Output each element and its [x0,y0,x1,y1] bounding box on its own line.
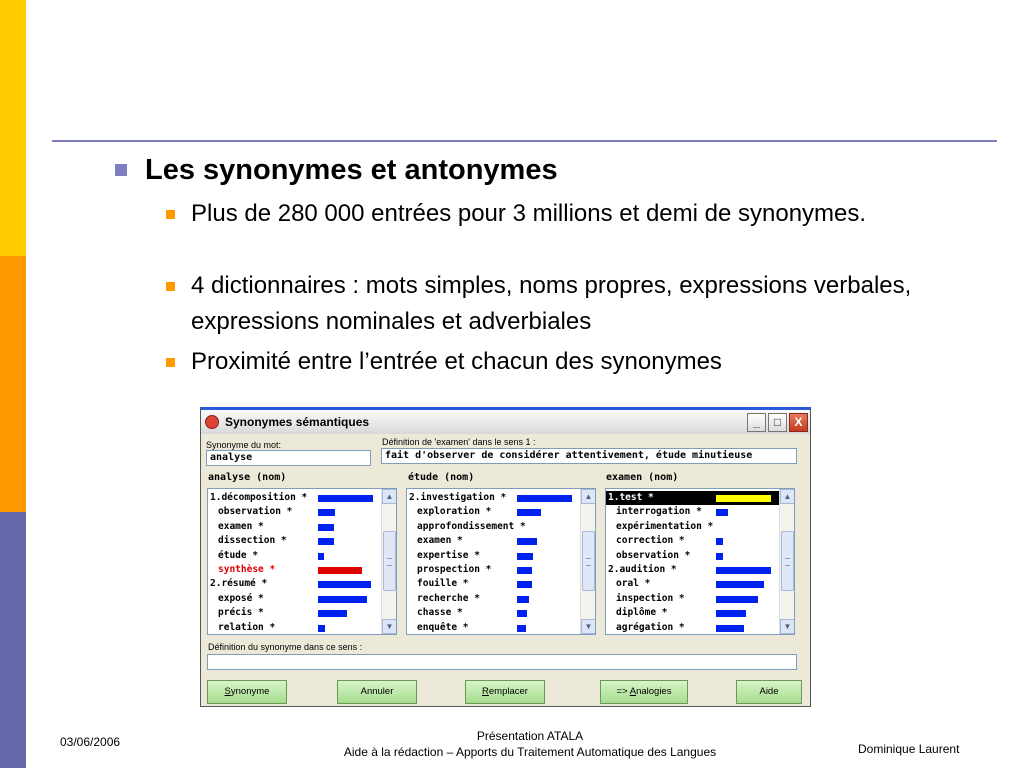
sub-bullet-text: 4 dictionnaires : mots simples, noms propres, expressions verbales, expressions nominales et adverbiales [191,272,912,335]
list-item-word: 1.décomposition * [210,492,308,503]
list-item[interactable] [208,621,381,635]
proximity-bar [318,610,347,617]
scroll-thumb[interactable] [383,531,396,591]
analogies-button[interactable]: => Analogies [600,680,688,704]
proximity-bar [517,567,532,574]
list-item[interactable] [208,520,381,534]
list-item[interactable] [208,505,381,519]
list-item[interactable] [606,621,779,635]
list-item[interactable] [606,520,779,534]
synonym-list-2[interactable] [406,488,596,635]
proximity-bar [517,581,532,588]
aide-button[interactable]: Aide [736,680,802,704]
sub-bullet-text: Proximité entre l’entrée et chacun des synonymes [191,348,722,375]
proximity-bar [517,538,537,545]
list-item[interactable] [606,592,779,606]
proximity-bar [716,596,758,603]
footer-author: Dominique Laurent [858,742,960,756]
scroll-thumb[interactable] [781,531,794,591]
main-bullet [115,154,558,187]
list-item[interactable] [407,549,580,563]
sub-bullet [166,344,951,380]
list-item[interactable] [407,577,580,591]
proximity-bar [318,567,362,574]
definition-label: Définition de 'examen' dans le sens 1 : [382,437,536,447]
proximity-bar [716,538,723,545]
synonym-input[interactable]: analyse [206,450,371,466]
synonym-label: Synonyme du mot: [206,440,282,450]
list-item-word: diplôme * [616,607,668,619]
list-item-word: enquête * [417,621,469,633]
list-item[interactable] [407,563,580,577]
scroll-up-icon[interactable]: ▲ [581,489,596,504]
list-item-word: 2.investigation * [409,492,507,503]
list-item[interactable] [208,577,381,591]
list-item-word: observation * [218,506,293,518]
list-item[interactable] [208,491,381,505]
proximity-bar [517,610,527,617]
scroll-down-icon[interactable]: ▼ [780,619,795,634]
list-item-word: examen * [218,520,264,532]
list-item[interactable] [407,505,580,519]
proximity-bar [318,538,334,545]
list-item-word: 2.résumé * [210,578,268,590]
list-item[interactable] [208,549,381,563]
minimize-button[interactable]: _ [747,413,766,432]
accent-bar-purple [0,512,26,768]
annuler-button[interactable]: Annuler [337,680,417,704]
footer-line-1: Présentation ATALA [476,729,584,743]
window-title: Synonymes sémantiques [225,415,370,429]
proximity-bar [318,553,324,560]
list-item[interactable] [407,621,580,635]
proximity-bar [517,509,541,516]
sub-bullet-text: Plus de 280 000 entrées pour 3 millions et demi de synonymes. [191,200,867,227]
list-item-word: prospection * [417,563,492,575]
list-item[interactable] [606,505,779,519]
list-item-word: expertise * [417,549,480,561]
list-item[interactable] [407,520,580,534]
list-item[interactable] [407,534,580,548]
scroll-up-icon[interactable]: ▲ [780,489,795,504]
list-item[interactable] [407,606,580,620]
scroll-down-icon[interactable]: ▼ [382,619,397,634]
list-item[interactable] [606,549,779,563]
list-item[interactable] [606,563,779,577]
list-item-word: dissection * [218,535,287,547]
list-item-word: exploration * [417,506,492,518]
list-item[interactable] [208,534,381,548]
proximity-bar [716,553,723,560]
list-item-word: observation * [616,549,691,561]
synonym-list-1[interactable] [207,488,397,635]
square-bullet-icon [166,358,175,367]
list-item-word: oral * [616,578,651,590]
proximity-bar [716,610,746,617]
footer-line-2: Aide à la rédaction – Apports du Traitement Automatique des Langues [343,745,717,759]
list-item-word: précis * [218,607,264,619]
maximize-button[interactable]: □ [768,413,787,432]
list-item[interactable] [606,491,779,505]
column-header-2: étude (nom) [408,472,475,483]
list-scrollbar[interactable] [381,489,396,634]
proximity-bar [318,509,335,516]
list-item[interactable] [606,606,779,620]
list-item-word: approfondissement * [417,520,526,532]
proximity-bar [318,625,325,632]
square-bullet-icon [166,210,175,219]
proximity-bar [517,596,529,603]
column-header-1: analyse (nom) [208,472,287,483]
proximity-bar [517,495,572,502]
proximity-bar [716,509,728,516]
proximity-bar [318,596,367,603]
footer-center [280,728,780,760]
proximity-bar [716,581,764,588]
square-bullet-icon [115,164,127,176]
accent-bar-yellow [0,0,26,256]
list-item[interactable] [208,606,381,620]
synonyme-button[interactable]: Synonyme [207,680,287,704]
list-item-word: recherche * [417,592,480,604]
list-item-word: relation * [218,621,276,633]
scroll-down-icon[interactable]: ▼ [581,619,596,634]
proximity-bar [716,567,771,574]
list-item-word: inspection * [616,592,685,604]
footer-date: 03/06/2006 [60,735,121,749]
proximity-bar [318,524,334,531]
list-item-word: 1.test * [608,492,654,503]
column-header-3: examen (nom) [606,472,679,483]
accent-bar-orange [0,256,26,512]
title-rule [52,140,997,142]
list-item[interactable] [208,563,381,577]
scroll-thumb[interactable] [582,531,595,591]
list-item[interactable] [208,592,381,606]
synonym-def-label: Définition du synonyme dans ce sens : [208,642,363,652]
proximity-bar [318,495,373,502]
list-item-word: fouille * [417,578,469,590]
list-item[interactable] [606,577,779,591]
list-scrollbar[interactable] [779,489,794,634]
synonym-def-field[interactable] [207,654,797,670]
square-bullet-icon [166,282,175,291]
proximity-bar [517,625,526,632]
list-item-word: agrégation * [616,621,685,633]
proximity-bar [517,553,533,560]
list-item[interactable] [407,491,580,505]
proximity-bar [716,495,771,502]
list-item-word: exposé * [218,592,264,604]
synonym-list-3[interactable] [605,488,795,635]
list-item-word: interrogation * [616,506,702,518]
app-icon [205,415,219,429]
proximity-bar [318,581,371,588]
close-button[interactable]: X [789,413,808,432]
list-item-word: examen * [417,535,463,547]
sub-bullet [166,196,951,232]
list-item-word: correction * [616,535,685,547]
sub-bullet [166,268,951,340]
list-item-word: synthèse * [218,563,276,575]
list-item[interactable] [606,534,779,548]
synonymes-window [200,407,811,707]
list-item-word: 2.audition * [608,563,677,575]
main-bullet-text: Les synonymes et antonymes [145,154,558,186]
list-item-word: expérimentation * [616,520,714,532]
scroll-up-icon[interactable]: ▲ [382,489,397,504]
list-item-word: étude * [218,549,259,561]
remplacer-button[interactable]: Remplacer [465,680,545,704]
list-scrollbar[interactable] [580,489,595,634]
list-item[interactable] [407,592,580,606]
window-titlebar[interactable] [201,410,810,434]
list-item-word: chasse * [417,607,463,619]
proximity-bar [716,625,744,632]
definition-field[interactable]: fait d'observer de considérer attentivement, étude minutieuse [381,448,797,464]
